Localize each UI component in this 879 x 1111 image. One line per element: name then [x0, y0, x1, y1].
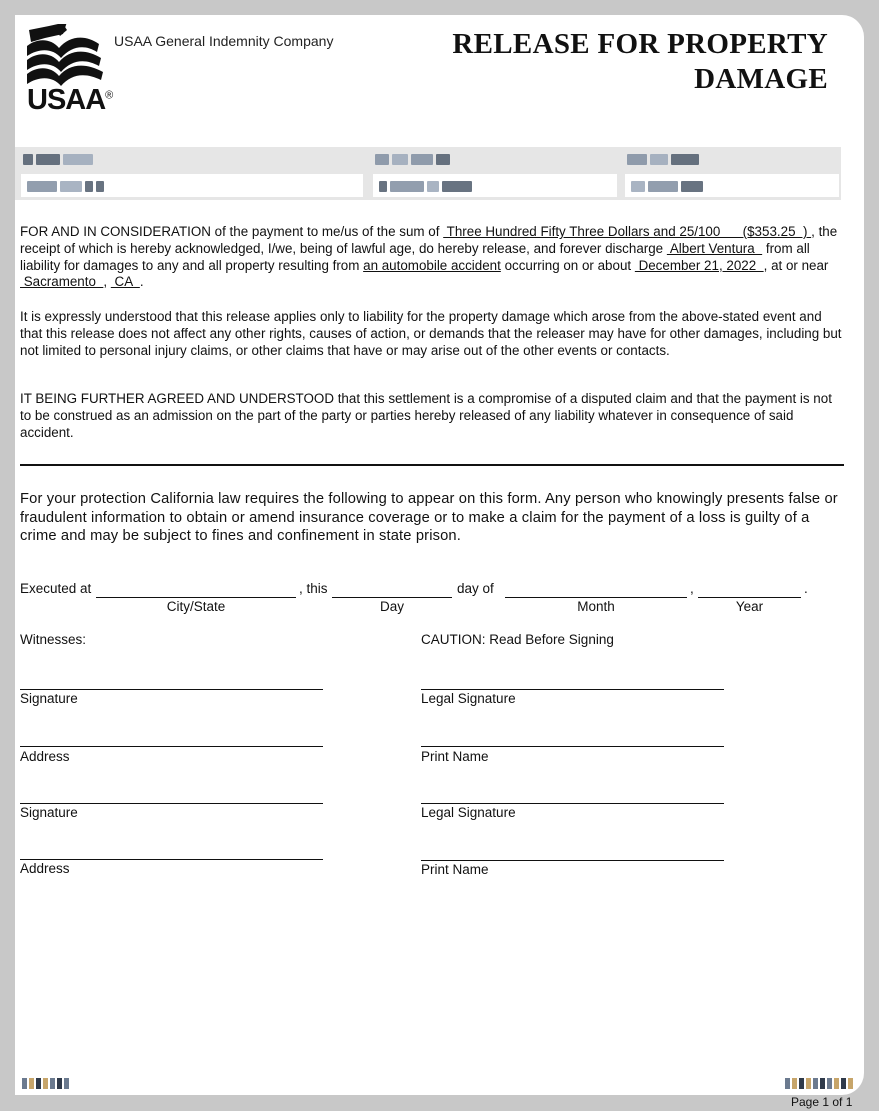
witness-1-address-line[interactable]	[20, 746, 323, 747]
city-state-line[interactable]	[96, 597, 296, 598]
field-claim-number	[367, 147, 619, 200]
releaser-1-signature-label: Legal Signature	[421, 691, 516, 706]
field-value-redacted	[625, 174, 839, 197]
year-line[interactable]	[698, 597, 801, 598]
field-label-redacted	[23, 153, 93, 165]
barcode-redacted	[785, 1078, 853, 1089]
field-value-redacted	[21, 174, 363, 197]
witness-2-address-line[interactable]	[20, 859, 323, 860]
field-insured-name	[15, 147, 367, 200]
document-title: RELEASE FOR PROPERTY DAMAGE	[452, 28, 828, 95]
releaser-2-print-name-line[interactable]	[421, 860, 724, 861]
logo-wordmark: USAA®	[27, 84, 113, 116]
payment-amount: Three Hundred Fifty Three Dollars and 25/100 ($353.25 )	[443, 224, 812, 239]
california-fraud-warning: For your protection California law requires the following to appear on this form. Any person who knowingly presents false or fraudulent information to obtain or amend insurance coverage or to make a claim for the payment of a loss is guilty of a crime and may be subject to fines and confinement in state prison.	[20, 491, 838, 545]
witness-1-address-label: Address	[20, 749, 70, 764]
event-state: CA	[110, 274, 140, 290]
day-line[interactable]	[332, 597, 452, 598]
witness-1-signature-label: Signature	[20, 691, 78, 706]
release-paragraph-scope: It is expressly understood that this release applies only to liability for the property damage which arose from the above-stated event and that this release does not affect any other rights, causes of action, or demands that the releaser may have for other damages, including but not limited to personal injury claims, or other claims that have or may arise out of the other events or contacts.	[20, 309, 842, 358]
witness-1-signature-line[interactable]	[20, 689, 323, 690]
releaser-1-signature-line[interactable]	[421, 689, 724, 690]
page-number: Page 1 of 1	[791, 1095, 853, 1109]
day-caption: Day	[379, 599, 404, 614]
executed-at-label: Executed at	[20, 581, 92, 596]
releaser-2-signature-label: Legal Signature	[421, 805, 516, 820]
month-line[interactable]	[505, 597, 687, 598]
releaser-2-print-name-label: Print Name	[421, 862, 489, 877]
witness-2-signature-label: Signature	[20, 805, 78, 820]
month-caption: Month	[577, 599, 615, 614]
field-value-redacted	[373, 174, 617, 197]
caution-heading: CAUTION: Read Before Signing	[421, 632, 614, 647]
releaser-1-print-name-line[interactable]	[421, 746, 724, 747]
day-of-label: day of	[457, 581, 494, 596]
usaa-logo	[27, 24, 117, 116]
comma-label: ,	[690, 581, 694, 596]
field-date-of-loss	[619, 147, 841, 200]
witness-2-address-label: Address	[20, 861, 70, 876]
field-label-redacted	[375, 153, 450, 165]
field-label-redacted	[627, 153, 699, 165]
period-label: .	[804, 581, 808, 596]
witnesses-heading: Witnesses:	[20, 632, 87, 647]
event-city: Sacramento	[20, 274, 104, 290]
release-paragraph-compromise: IT BEING FURTHER AGREED AND UNDERSTOOD that this settlement is a compromise of a disputed claim and that the payment is not to be construed as an admission on the part of the party or parties hereby released of any liability whatever in consequence of said accident.	[20, 391, 832, 440]
claim-info-bar	[15, 147, 841, 200]
this-label: , this	[299, 581, 328, 596]
section-divider	[20, 464, 844, 466]
releaser-2-signature-line[interactable]	[421, 803, 724, 804]
event-date: December 21, 2022	[634, 257, 764, 273]
releaser-1-print-name-label: Print Name	[421, 749, 489, 764]
release-paragraph-consideration: FOR AND IN CONSIDERATION of the payment to me/us of the sum of Three Hundred Fifty Three Dollars and 25/100 ($353.25 ) , the receipt of which is hereby acknowledged, I/we, being of lawful age, do hereby release, and forever discharge Albert Ventura from all liability for damages to any and all property resulting from an automobile accident occurring on or about December 21, 2022 , at or near Sacramento , CA .	[20, 224, 838, 290]
year-caption: Year	[735, 599, 764, 614]
city-state-caption: City/State	[166, 599, 226, 614]
released-party: Albert Ventura	[666, 240, 763, 256]
form-code-redacted	[22, 1078, 69, 1089]
witness-2-signature-line[interactable]	[20, 803, 323, 804]
company-name: USAA General Indemnity Company	[114, 33, 334, 49]
event-description: an automobile accident	[363, 257, 501, 273]
